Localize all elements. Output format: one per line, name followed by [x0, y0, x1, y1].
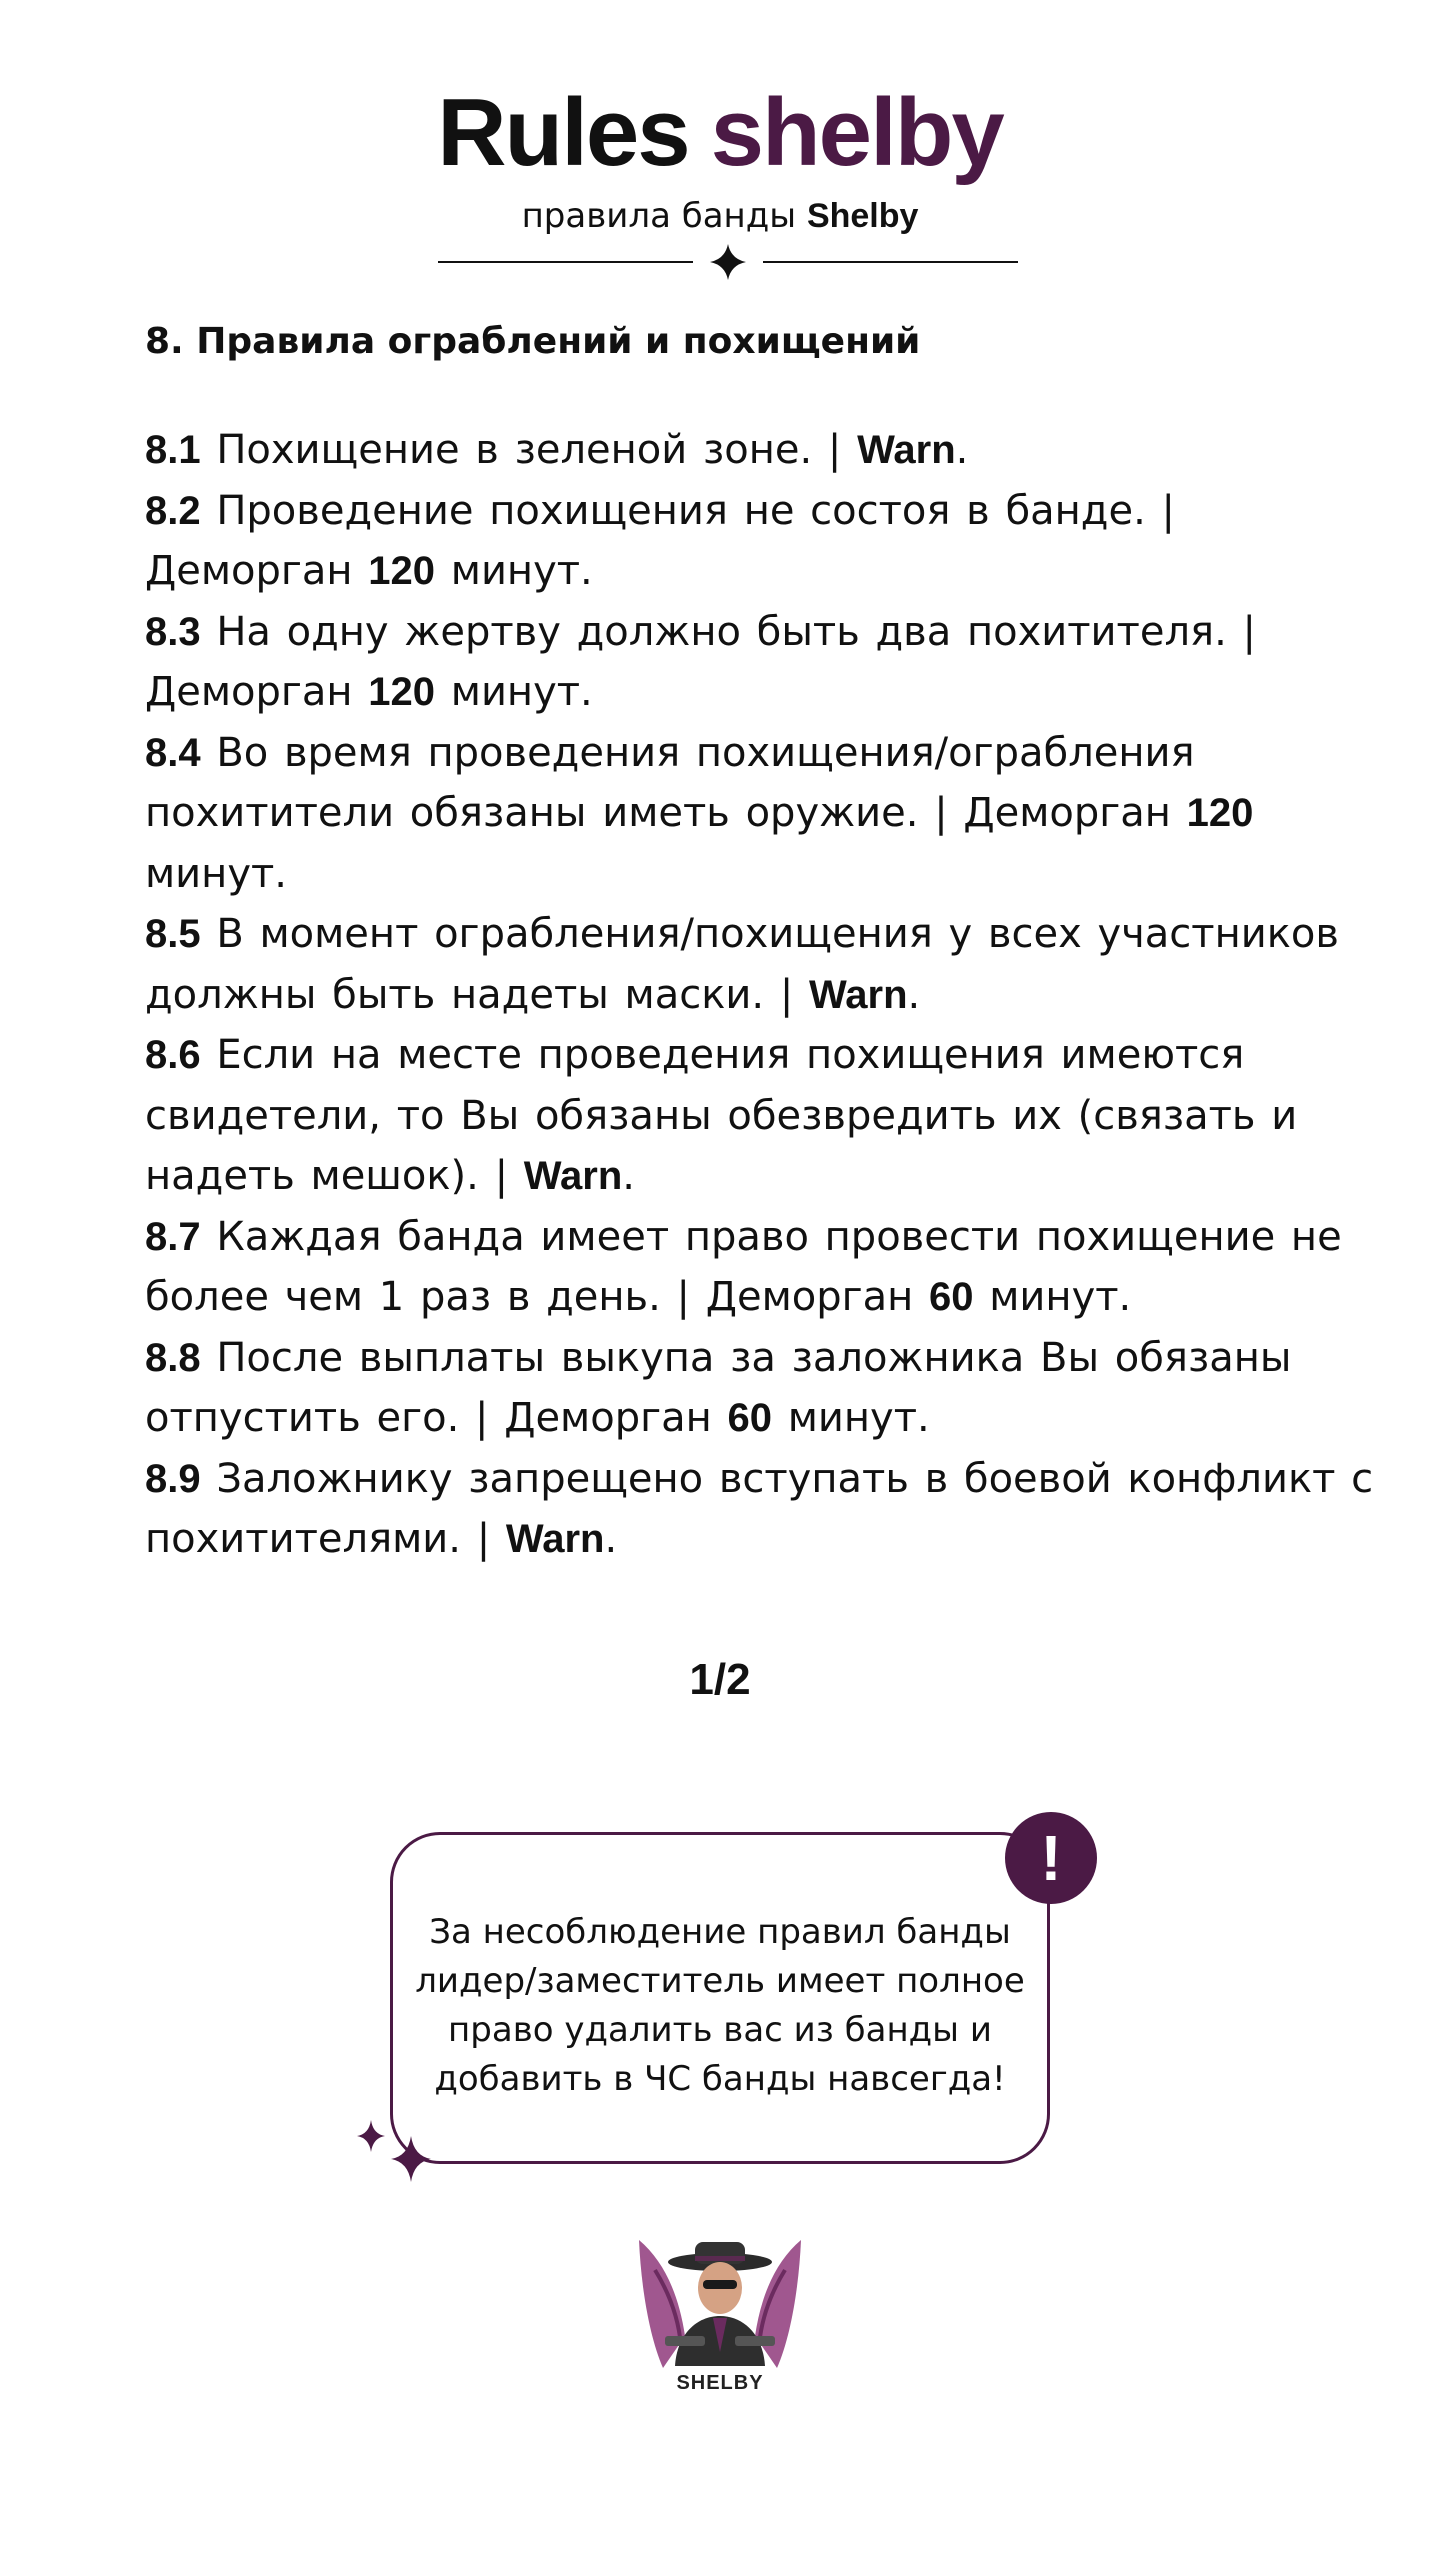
rule-item	[145, 904, 1390, 1025]
rule-number: 8.7	[145, 1214, 201, 1259]
page-header	[0, 78, 1440, 238]
rule-penalty: 60	[929, 1275, 974, 1319]
page-indicator: 1/2	[689, 1655, 751, 1704]
rule-text: Во время проведения похищения/ограбления похитители обязаны иметь оружие. | Деморган	[145, 729, 1195, 836]
section-heading	[145, 318, 920, 366]
header-divider	[438, 232, 1018, 292]
rule-penalty: Warn	[809, 972, 908, 1017]
rules-list	[145, 420, 1390, 1570]
rule-penalty: 120	[368, 670, 436, 714]
rule-number: 8.4	[145, 730, 201, 775]
rule-text: Проведение похищения не состоя в банде. | Деморган	[145, 487, 1175, 594]
rule-item	[145, 602, 1390, 723]
rule-item	[145, 1025, 1390, 1207]
rule-tail: .	[622, 1153, 635, 1199]
rule-penalty: Warn	[505, 1517, 605, 1561]
shelby-logo	[625, 2240, 815, 2420]
rule-item	[145, 1207, 1390, 1328]
rule-number: 8.3	[145, 609, 201, 654]
warning-box	[390, 1832, 1050, 2164]
logo-text: SHELBY	[676, 2372, 764, 2394]
rule-number: 8.2	[145, 488, 201, 533]
rule-tail: .	[604, 1516, 618, 1562]
rule-item	[145, 481, 1390, 602]
sparkle-icon	[355, 2118, 445, 2188]
rule-text: Похищение в зеленой зоне. |	[216, 427, 858, 473]
rule-penalty: 60	[727, 1396, 772, 1440]
rule-tail: минут.	[973, 1274, 1132, 1320]
rule-number: 8.5	[145, 912, 201, 956]
rule-item	[145, 420, 1390, 481]
rule-text: Если на месте проведения похищения имеются свидетели, то Вы обязаны обезвредить их (связать и надеть мешок). |	[145, 1032, 1298, 1199]
rule-item	[145, 1328, 1390, 1449]
rule-tail: минут.	[772, 1395, 930, 1441]
rule-number: 8.1	[145, 428, 201, 472]
rule-number: 8.9	[145, 1456, 201, 1501]
rule-text: Каждая банда имеет право провести похищение не более чем 1 раз в день. | Деморган	[145, 1213, 1342, 1320]
warning-text: За несоблюдение правил банды лидер/заместитель имеет полное право удалить вас из банды и добавить в ЧС банды навсегда!	[415, 1912, 1025, 2099]
rule-item	[145, 723, 1390, 905]
rule-number: 8.6	[145, 1033, 201, 1077]
rule-penalty: Warn	[523, 1154, 623, 1198]
section-number: 8.	[145, 321, 184, 362]
rule-tail: .	[955, 427, 969, 473]
rule-item	[145, 1449, 1390, 1570]
title-shelby: shelby	[710, 79, 1003, 186]
rule-text: После выплаты выкупа за заложника Вы обязаны отпустить его. | Деморган	[145, 1334, 1292, 1441]
rule-tail: минут.	[435, 548, 593, 594]
section-title-text: Правила ограблений и похищений	[196, 321, 921, 362]
four-point-star-icon	[710, 244, 746, 280]
page-title	[0, 78, 1440, 188]
subtitle-prefix: правила банды	[521, 196, 797, 236]
rule-text: На одну жертву должно быть два похитителя. | Деморган	[145, 608, 1256, 715]
rule-penalty: Warn	[857, 428, 956, 472]
rule-penalty: 120	[368, 549, 436, 593]
subtitle-name: Shelby	[806, 197, 919, 235]
rule-tail: .	[907, 971, 921, 1018]
rule-tail: минут.	[145, 850, 288, 897]
exclamation-icon: !	[1005, 1812, 1097, 1904]
rule-text: В момент ограбления/похищения у всех участников должны быть надеты маски. |	[145, 911, 1339, 1018]
rule-number: 8.8	[145, 1335, 201, 1380]
rule-text: Заложнику запрещено вступать в боевой конфликт с похитителями. |	[145, 1455, 1374, 1562]
rule-tail: минут.	[435, 669, 593, 715]
title-rules: Rules	[437, 79, 689, 186]
rule-penalty: 120	[1186, 791, 1254, 835]
